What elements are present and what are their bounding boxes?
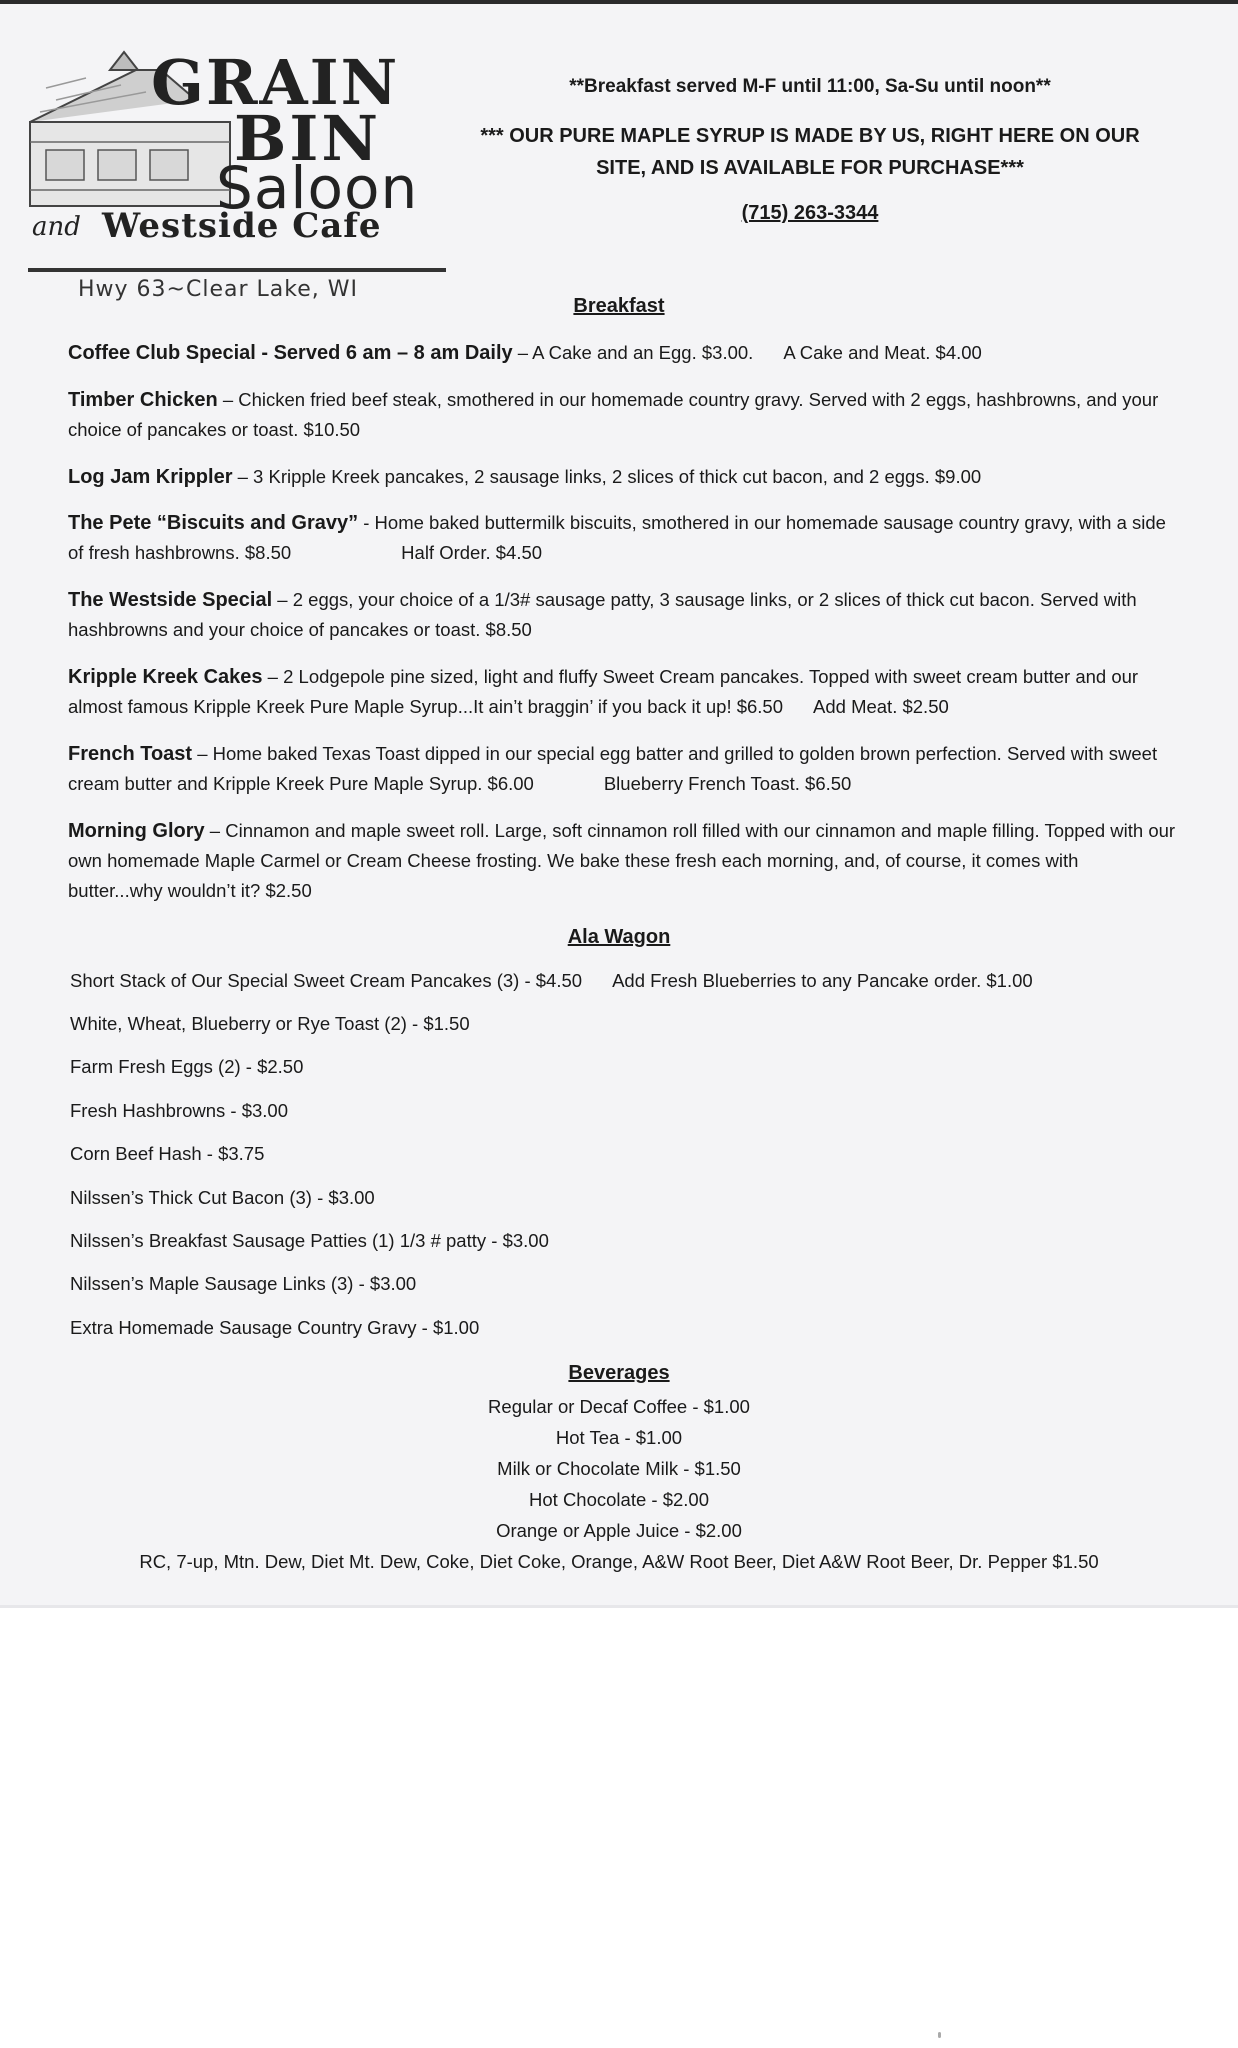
beverage-item: RC, 7-up, Mtn. Dew, Diet Mt. Dew, Coke, Diet Coke, Orange, A&W Root Beer, Diet A&W Root Beer, Dr. Pepper $1.50 bbox=[139, 1551, 1099, 1572]
menu-item bbox=[68, 739, 1178, 799]
list-item bbox=[70, 970, 1033, 992]
item-extra: Add Meat. $2.50 bbox=[813, 696, 949, 717]
paper-mark bbox=[938, 2032, 941, 2038]
item-description: – 3 Kripple Kreek pancakes, 2 sausage links, 2 slices of thick cut bacon, and 2 eggs. $9.00 bbox=[232, 466, 982, 487]
item-extra: A Cake and Meat. $4.00 bbox=[783, 342, 982, 363]
beverage-item: Regular or Decaf Coffee - $1.00 bbox=[488, 1396, 750, 1417]
item-description: – Chicken fried beef steak, smothered in our homemade country gravy. Served with 2 eggs, hashbrowns, and your choice of pancakes or toast. $10.50 bbox=[68, 389, 1159, 440]
item-name: Timber Chicken bbox=[68, 389, 218, 411]
top-border bbox=[0, 0, 1238, 4]
logo-westside-text: Westside Cafe bbox=[102, 206, 382, 246]
menu-item bbox=[68, 816, 1178, 906]
beverages-heading: Beverages bbox=[568, 1362, 670, 1384]
list-item: Nilssen’s Breakfast Sausage Patties (1) 1/3 # patty - $3.00 bbox=[70, 1230, 549, 1251]
menu-item bbox=[68, 385, 1178, 445]
restaurant-address: Hwy 63~Clear Lake, WI bbox=[78, 277, 358, 302]
beverage-item: Milk or Chocolate Milk - $1.50 bbox=[497, 1458, 741, 1479]
logo-divider bbox=[28, 268, 446, 272]
breakfast-heading: Breakfast bbox=[573, 295, 665, 317]
syrup-notice-line-2: SITE, AND IS AVAILABLE FOR PURCHASE*** bbox=[596, 157, 1024, 179]
logo-saloon-text: Saloon bbox=[216, 154, 419, 222]
menu-item bbox=[68, 462, 1178, 492]
menu-item bbox=[68, 662, 1178, 722]
item-name: Coffee Club Special - Served 6 am – 8 am Daily bbox=[68, 342, 513, 364]
list-item: Farm Fresh Eggs (2) - $2.50 bbox=[70, 1056, 304, 1077]
list-item: Nilssen’s Maple Sausage Links (3) - $3.00 bbox=[70, 1273, 417, 1294]
logo-grain-text: GRAIN bbox=[151, 46, 400, 119]
item-description: – 2 Lodgepole pine sized, light and fluffy Sweet Cream pancakes. Topped with sweet cream butter and our almost famous Kripple Kreek Pure Maple Syrup...It ain’t braggin’ if you back it up! $6.50 bbox=[68, 666, 1139, 717]
ala-wagon-heading: Ala Wagon bbox=[567, 926, 671, 948]
logo-and-text: and bbox=[32, 212, 81, 242]
list-item: Corn Beef Hash - $3.75 bbox=[70, 1143, 265, 1164]
logo-bin-text: BIN bbox=[234, 102, 382, 175]
beverage-item: Hot Chocolate - $2.00 bbox=[529, 1489, 709, 1510]
item-name: Morning Glory bbox=[68, 820, 205, 842]
syrup-notice-line-1: *** OUR PURE MAPLE SYRUP IS MADE BY US, RIGHT HERE ON OUR bbox=[480, 125, 1140, 147]
item-description: – 2 eggs, your choice of a 1/3# sausage patty, 3 sausage links, or 2 slices of thick cut bacon. Served with hashbrowns and your choice of pancakes or toast. $8.50 bbox=[68, 589, 1137, 640]
list-item: Nilssen’s Thick Cut Bacon (3) - $3.00 bbox=[70, 1187, 375, 1208]
item-description: – Home baked Texas Toast dipped in our special egg batter and grilled to golden brown perfection. Served with sweet cream butter and Kripple Kreek Pure Maple Syrup. $6.00 bbox=[68, 743, 1158, 794]
item-name: Kripple Kreek Cakes bbox=[68, 666, 263, 688]
beverage-item: Hot Tea - $1.00 bbox=[555, 1427, 683, 1448]
item-extra: Half Order. $4.50 bbox=[401, 542, 543, 563]
menu-item bbox=[68, 508, 1178, 568]
list-item: Fresh Hashbrowns - $3.00 bbox=[70, 1100, 288, 1121]
sheet-edge bbox=[0, 1605, 1238, 1608]
item-description: - Home baked buttermilk biscuits, smothered in our homemade sausage country gravy, with a side of fresh hashbrowns. $8.50 bbox=[68, 512, 1166, 563]
menu-item bbox=[68, 338, 1178, 368]
item-description: – A Cake and an Egg. $3.00. bbox=[512, 342, 754, 363]
beverage-item: Orange or Apple Juice - $2.00 bbox=[496, 1520, 742, 1541]
restaurant-logo bbox=[26, 30, 446, 302]
list-item: White, Wheat, Blueberry or Rye Toast (2) - $1.50 bbox=[70, 1013, 470, 1034]
breakfast-hours: **Breakfast served M-F until 11:00, Sa-Su until noon** bbox=[569, 76, 1051, 97]
item-name: The Pete “Biscuits and Gravy” bbox=[68, 512, 359, 534]
item-name: French Toast bbox=[68, 743, 193, 765]
item-name: Log Jam Krippler bbox=[68, 466, 233, 488]
blueberry-addon: Add Fresh Blueberries to any Pancake order. $1.00 bbox=[612, 970, 1033, 991]
item-description: – Cinnamon and maple sweet roll. Large, soft cinnamon roll filled with our cinnamon and maple filling. Topped with our own homemade Maple Carmel or Cream Cheese frosting. We bake these fresh each morning, and, of course, it comes with butter...why wouldn’t it? $2.50 bbox=[68, 820, 1176, 901]
ala-item-text: Short Stack of Our Special Sweet Cream Pancakes (3) - $4.50 bbox=[70, 970, 583, 991]
item-extra: Blueberry French Toast. $6.50 bbox=[603, 773, 852, 794]
menu-item bbox=[68, 585, 1178, 645]
maple-syrup-notice bbox=[460, 120, 1160, 184]
item-name: The Westside Special bbox=[68, 589, 273, 611]
phone-number: (715) 263-3344 bbox=[741, 202, 879, 224]
list-item: Extra Homemade Sausage Country Gravy - $1.00 bbox=[70, 1317, 480, 1338]
